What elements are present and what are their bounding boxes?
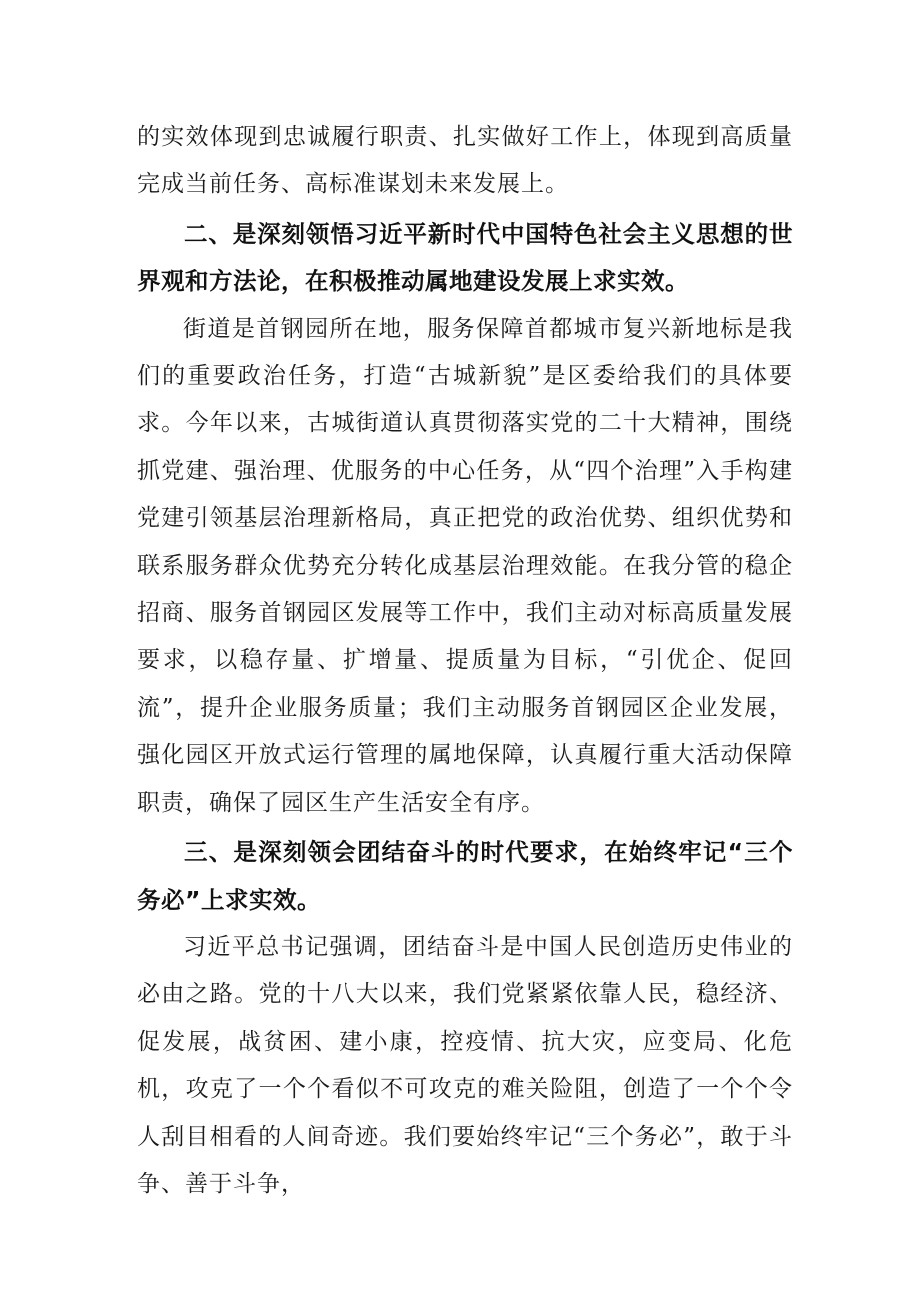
paragraph-section-3: 习近平总书记强调，团结奋斗是中国人民创造历史伟业的必由之路。党的十八大以来，我们党紧紧依靠人民，稳经济、促发展，战贫困、建小康，控疫情、抗大灾，应变局、化危机，攻克了一个个看似不可攻克的难关险阻，创造了一个个令人刮目相看的人间奇迹。我们要始终牢记“三个务必”，敢于斗争、善于斗争， — [137, 933, 793, 1197]
section-heading-3: 三、是深刻领会团结奋斗的时代要求，在始终牢记“三个务必”上求实效。 — [137, 838, 793, 914]
paragraph-section-2: 街道是首钢园所在地，服务保障首都城市复兴新地标是我们的重要政治任务，打造“古城新貌”是区委给我们的具体要求。今年以来，古城街道认真贯彻落实党的二十大精神，围绕抓党建、强治理、优服务的中心任务，从“四个治理”入手构建党建引领基层治理新格局，真正把党的政治优势、组织优势和联系服务群众优势充分转化成基层治理效能。在我分管的稳企招商、服务首钢园区发展等工作中，我们主动对标高质量发展要求，以稳存量、扩增量、提质量为目标，“引优企、促回流”，提升企业服务质量；我们主动服务首钢园区企业发展，强化园区开放式运行管理的属地保障，认真履行重大活动保障职责，确保了园区生产生活安全有序。 — [137, 315, 793, 816]
document-body — [137, 114, 793, 1208]
paragraph-continued: 的实效体现到忠诚履行职责、扎实做好工作上，体现到高质量完成当前任务、高标准谋划未来发展上。 — [137, 124, 793, 198]
section-heading-2: 二、是深刻领悟习近平新时代中国特色社会主义思想的世界观和方法论，在积极推动属地建设发展上求实效。 — [137, 219, 793, 296]
